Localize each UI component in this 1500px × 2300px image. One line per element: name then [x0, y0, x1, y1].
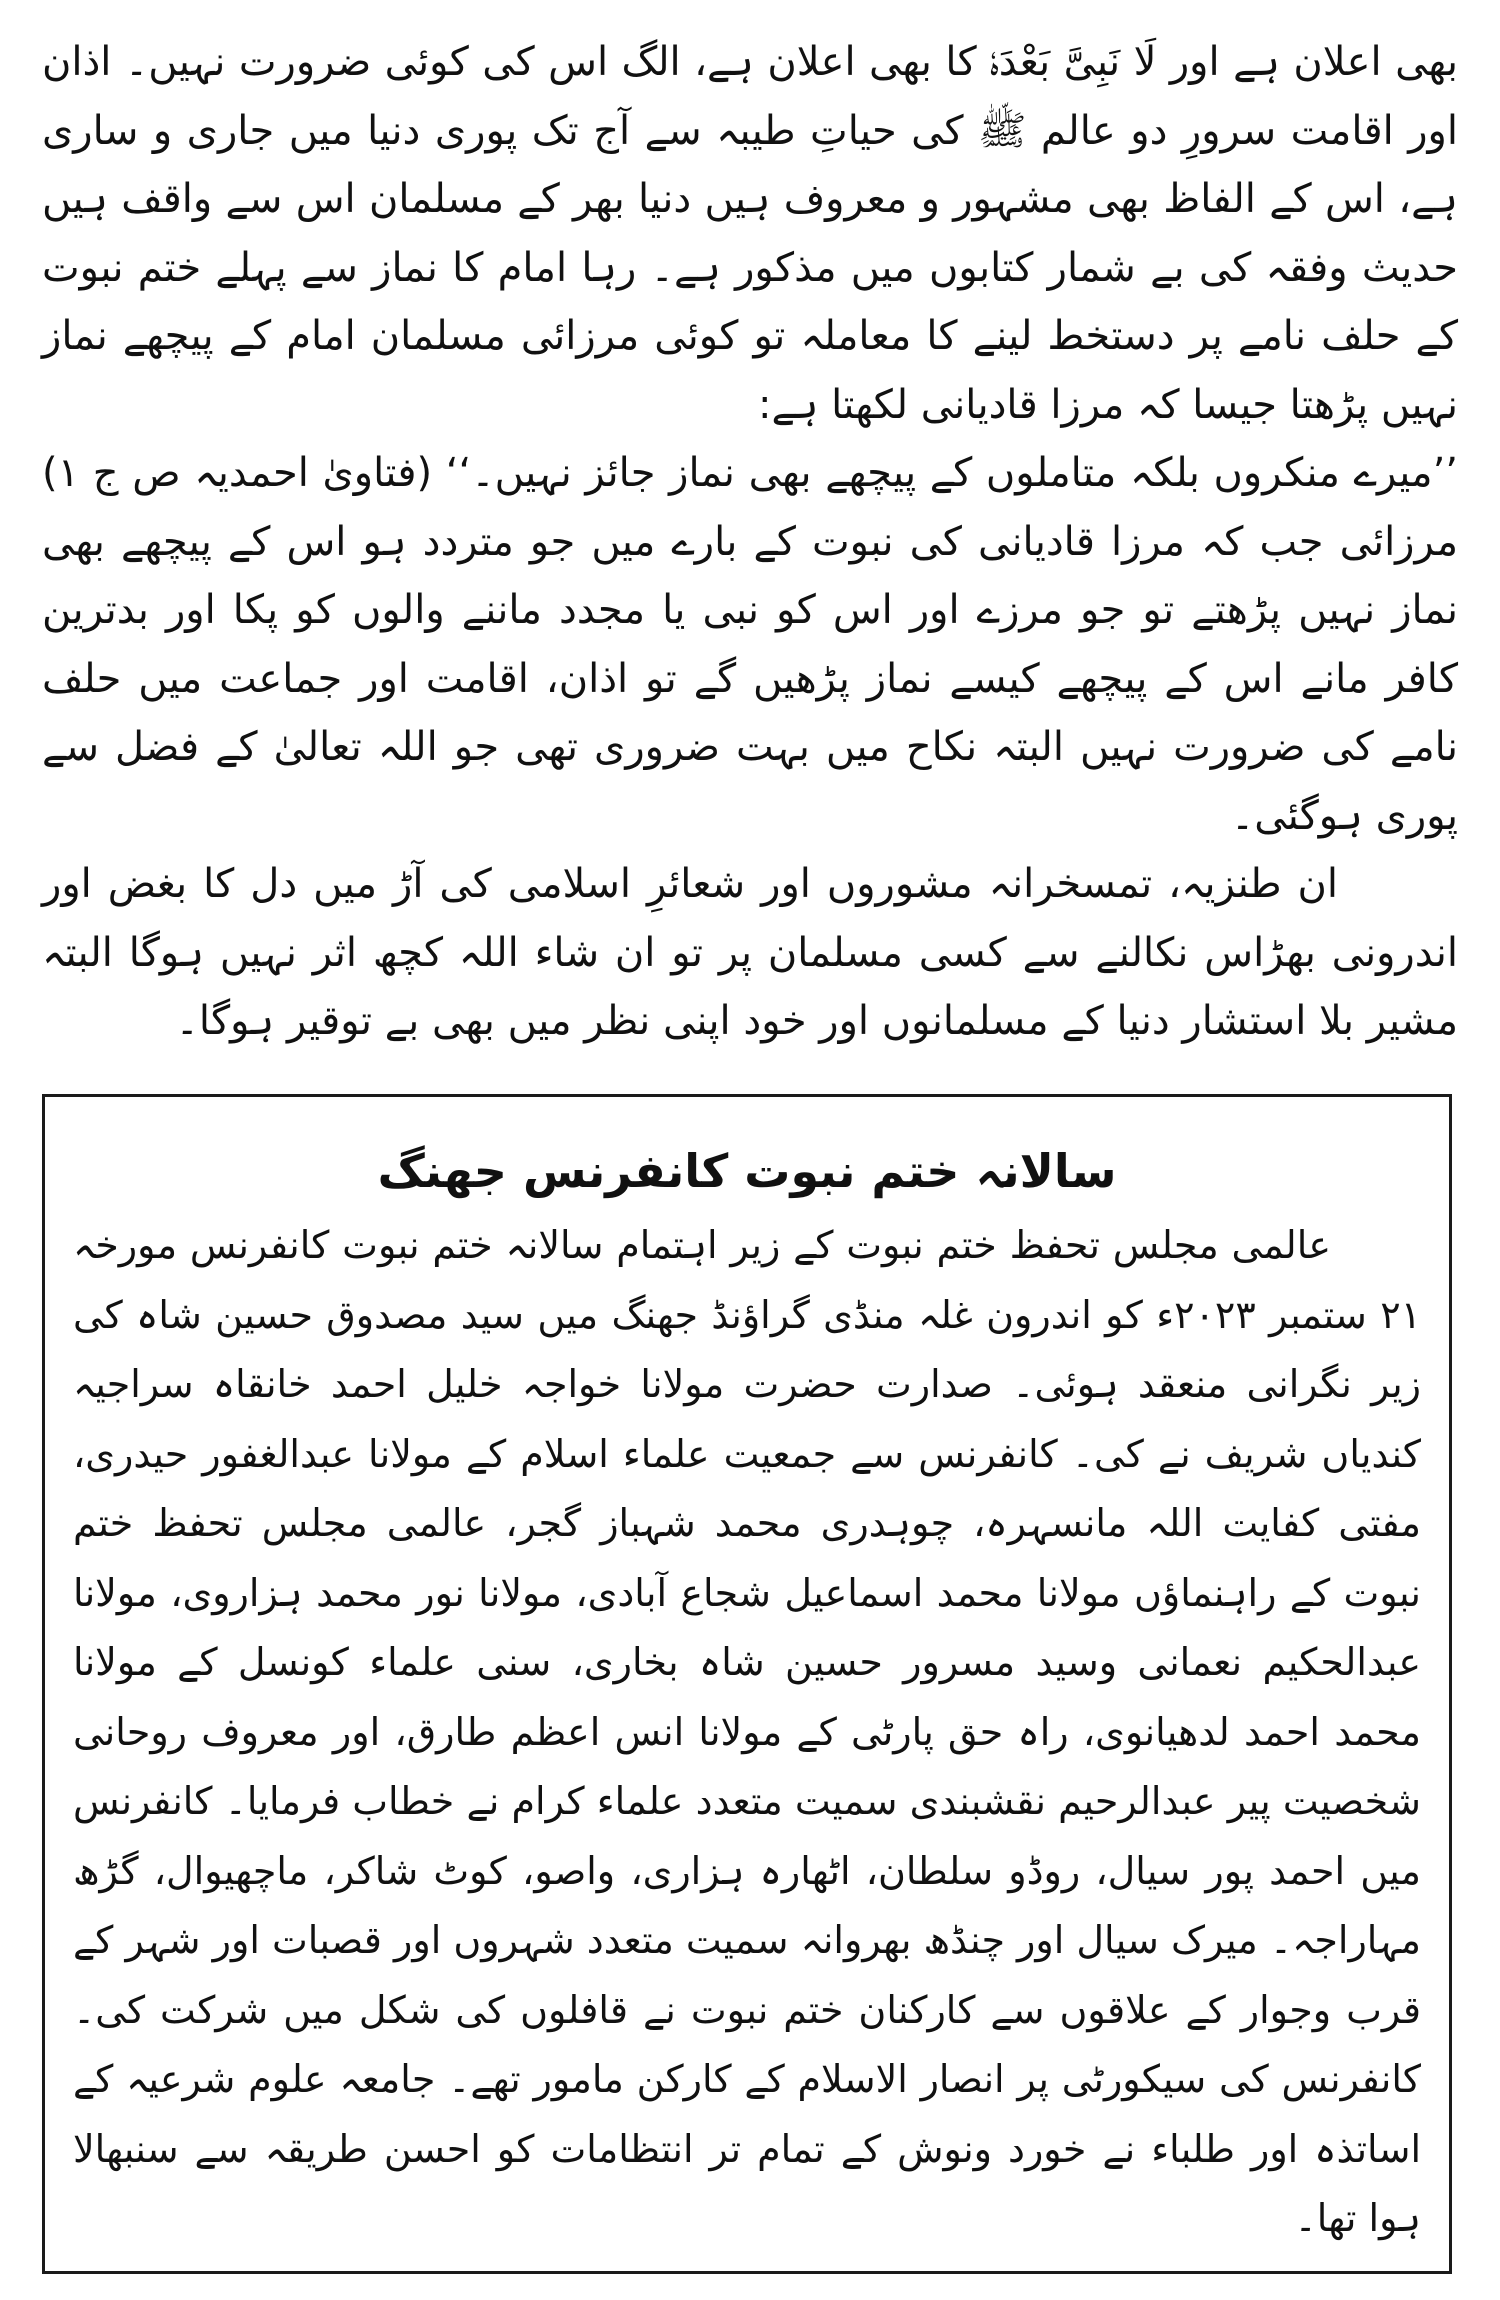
news-box: [42, 1094, 1452, 2274]
article-paragraph: بھی اعلان ہے اور لَا نَبِیَّ بَعْدَہٗ کا بھی اعلان ہے، الگ اس کی کوئی ضرورت نہیں۔ اذان اور اقامت سرورِ دو عالم ﷺ کی حیاتِ طیبہ سے آج تک پوری دنیا میں جاری و ساری ہے، اس کے الفاظ بھی مشہور و معروف ہیں دنیا بھر کے مسلمان اس سے واقف ہیں حدیث وفقہ کی بے شمار کتابوں میں مذکور ہے۔ رہا امام کا نماز سے پہلے ختم نبوت کے حلف نامے پر دستخط لینے کا معاملہ تو کوئی مرزائی مسلمان امام کے پیچھے نماز نہیں پڑھتا جیسا کہ مرزا قادیانی لکھتا ہے:: [42, 39, 1458, 428]
news-box-body: عالمی مجلس تحفظ ختم نبوت کے زیر اہتمام سالانہ ختم نبوت کانفرنس مورخہ ۲۱ ستمبر ۲۰۲۳ء کو اندرون غلہ منڈی گراؤنڈ جھنگ میں سید مصدوق حسین شاہ کی زیر نگرانی منعقد ہوئی۔ صدارت حضرت مولانا خواجہ خلیل احمد خانقاہ سراجیہ کندیاں شریف نے کی۔ کانفرنس سے جمعیت علماء اسلام کے مولانا عبدالغفور حیدری، مفتی کفایت اللہ مانسہرہ، چوہدری محمد شہباز گجر، عالمی مجلس تحفظ ختم نبوت کے راہنماؤں مولانا محمد اسماعیل شجاع آبادی، مولانا نور محمد ہزاروی، مولانا عبدالحکیم نعمانی وسید مسرور حسین شاہ بخاری، سنی علماء کونسل کے مولانا محمد احمد لدھیانوی، راہ حق پارٹی کے مولانا انس اعظم طارق، اور معروف روحانی شخصیت پیر عبدالرحیم نقشبندی سمیت متعدد علماء کرام نے خطاب فرمایا۔ کانفرنس میں احمد پور سیال، روڈو سلطان، اٹھارہ ہزاری، واصو، کوٹ شاکر، ماچھیوال، گڑھ مہاراجہ۔ میرک سیال اور چنڈھ بھروانہ سمیت متعدد شہروں اور قصبات اور شہر کے قرب وجوار کے علاقوں سے کارکنان ختم نبوت نے قافلوں کی شکل میں شرکت کی۔ کانفرنس کی سیکورٹی پر انصار الاسلام کے کارکن مامور تھے۔ جامعہ علوم شرعیہ کے اساتذہ اور طلباء نے خورد ونوش کے تمام تر انتظامات کو احسن طریقہ سے سنبھالا ہوا تھا۔: [73, 1223, 1422, 2240]
news-box-title: سالانہ ختم نبوت کانفرنس جھنگ: [377, 1144, 1117, 1198]
article-body: [42, 28, 1458, 1056]
news-box-content: [73, 1135, 1421, 2254]
article-paragraph: ’’میرے منکروں بلکہ متاملوں کے پیچھے بھی نماز جائز نہیں۔‘‘ (فتاویٰ احمدیہ ص ج ۱) مرزائی جب کہ مرزا قادیانی کی نبوت کے بارے میں جو متردد ہو اس کے پیچھے بھی نماز نہیں پڑھتے تو جو مرزے اور اس کو نبی یا مجدد ماننے والوں کو پکا اور بدترین کافر مانے اس کے پیچھے کیسے نماز پڑھیں گے تو اذان، اقامت اور جماعت میں حلف نامے کی ضرورت نہیں البتہ نکاح میں بہت ضروری تھی جو اللہ تعالیٰ کے فضل سے پوری ہوگئی۔: [42, 450, 1458, 839]
article-paragraph: ان طنزیہ، تمسخرانہ مشوروں اور شعائرِ اسلامی کی آڑ میں دل کا بغض اور اندرونی بھڑاس نکالنے سے کسی مسلمان پر تو ان شاء اللہ کچھ اثر نہیں ہوگا البتہ مشیر بلا استشار دنیا کے مسلمانوں اور خود اپنی نظر میں بھی بے توقیر ہوگا۔: [42, 861, 1458, 1044]
